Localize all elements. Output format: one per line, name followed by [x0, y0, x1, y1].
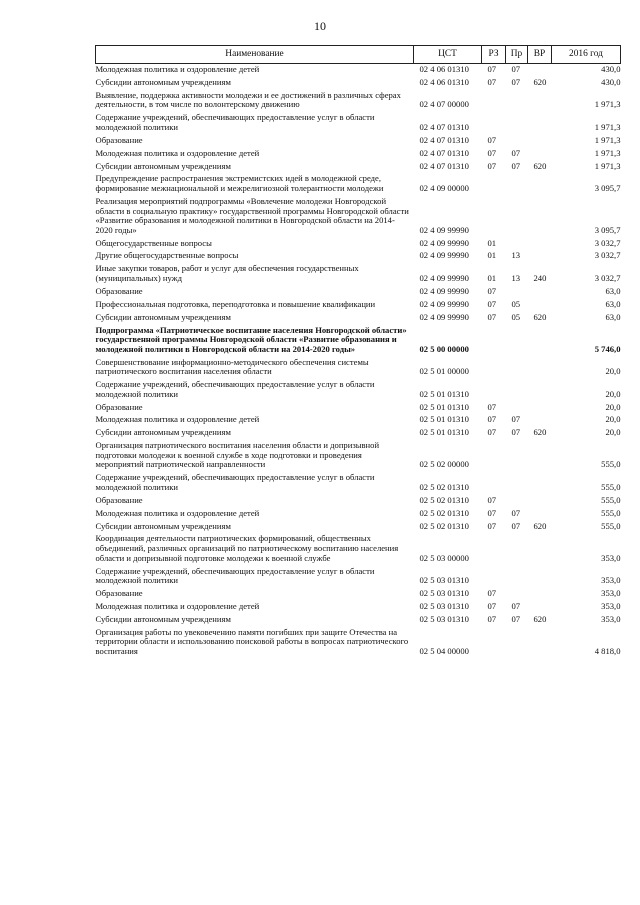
row-vr: [528, 112, 552, 134]
table-row: [96, 299, 621, 312]
table-row: [96, 440, 621, 472]
row-pr: [506, 472, 528, 494]
row-cst: 02 4 09 99990: [419, 237, 469, 248]
row-cst: 02 5 02 01310: [419, 494, 469, 505]
row-vr: [528, 148, 552, 161]
header-cst: ЦСТ: [414, 46, 482, 64]
row-cst: 02 5 03 01310: [419, 613, 469, 624]
row-vr: [528, 495, 552, 508]
row-rz: [482, 566, 506, 588]
row-rz: [482, 112, 506, 134]
row-pr: 07: [511, 76, 521, 87]
row-cst: 02 4 06 01310: [419, 76, 469, 87]
row-sum: 353,0: [601, 588, 621, 599]
row-sum: 63,0: [605, 285, 621, 296]
row-cst: 02 4 09 00000: [419, 183, 469, 194]
row-name: Молодежная политика и оздоровление детей: [95, 147, 260, 158]
row-rz: 07: [487, 285, 497, 296]
table-row: [96, 173, 621, 195]
row-name: Образование: [95, 494, 143, 505]
table-row: [96, 614, 621, 627]
table-header: [96, 46, 621, 64]
row-rz: [482, 173, 506, 195]
table-row: [96, 196, 621, 238]
row-sum: 63,0: [605, 298, 621, 309]
table-row: [96, 533, 621, 565]
row-rz: [482, 627, 506, 659]
row-pr: [506, 238, 528, 251]
row-rz: 07: [487, 414, 497, 425]
row-cst: 02 4 09 99990: [419, 285, 469, 296]
row-name: Субсидии автономным учреждениям: [95, 427, 231, 438]
row-cst: 02 5 03 00000: [419, 552, 469, 563]
header-pr: Пр: [506, 46, 528, 64]
header-vr: ВР: [528, 46, 552, 64]
row-cst: 02 4 09 99990: [419, 272, 469, 283]
row-vr: [528, 627, 552, 659]
row-pr: [506, 440, 528, 472]
row-vr: [528, 588, 552, 601]
row-cst: 02 4 09 99990: [419, 250, 469, 261]
row-cst: 02 5 02 01310: [419, 520, 469, 531]
table-row: [96, 427, 621, 440]
row-rz: 07: [487, 520, 497, 531]
row-vr: [528, 250, 552, 263]
row-pr: 05: [511, 311, 521, 322]
row-rz: [482, 196, 506, 238]
row-pr: 07: [511, 520, 521, 531]
row-rz: 07: [487, 147, 497, 158]
row-pr: [506, 196, 528, 238]
row-cst: 02 4 07 01310: [419, 147, 469, 158]
row-name: Содержание учреждений, обеспечивающих предоставление услуг в области молодежной политики: [95, 565, 375, 586]
row-sum: 555,0: [601, 459, 621, 470]
row-rz: 07: [487, 613, 497, 624]
row-sum: 555,0: [601, 494, 621, 505]
row-vr: [528, 601, 552, 614]
header-name: Наименование: [96, 46, 414, 64]
row-rz: 07: [487, 427, 497, 438]
row-sum: 4 818,0: [594, 645, 621, 656]
header-sum: 2016 год: [552, 46, 621, 64]
row-cst: 02 5 03 01310: [419, 600, 469, 611]
row-rz: [482, 90, 506, 112]
row-sum: 63,0: [605, 311, 621, 322]
row-vr: [528, 196, 552, 238]
header-rz: РЗ: [482, 46, 506, 64]
row-cst: 02 5 04 00000: [419, 645, 469, 656]
row-name: Образование: [95, 401, 143, 412]
row-vr: 620: [533, 613, 547, 624]
table-row: [96, 250, 621, 263]
row-pr: 13: [511, 250, 521, 261]
row-pr: [506, 402, 528, 415]
table-row: [96, 508, 621, 521]
row-name: Организация работы по увековечению памяти погибших при защите Отечества на территории области и использованию поисковой работы в вопросах патриотического воспитания: [95, 626, 409, 656]
row-sum: 3 032,7: [594, 250, 621, 261]
row-name: Совершенствование информационно-методического обеспечения системы патриотического воспитания населения области: [95, 356, 369, 377]
table-row: [96, 379, 621, 401]
row-sum: 353,0: [601, 575, 621, 586]
budget-table: [95, 45, 621, 659]
row-pr: [506, 135, 528, 148]
row-rz: 07: [487, 588, 497, 599]
row-name: Молодежная политика и оздоровление детей: [95, 414, 260, 425]
row-rz: [482, 357, 506, 379]
row-rz: 07: [487, 311, 497, 322]
row-sum: 430,0: [601, 76, 621, 87]
table-row: [96, 238, 621, 251]
row-pr: [506, 325, 528, 357]
row-sum: 430,0: [601, 64, 621, 74]
row-vr: [528, 325, 552, 357]
row-rz: 07: [487, 134, 497, 145]
row-cst: 02 5 00 00000: [419, 343, 469, 354]
row-sum: 353,0: [601, 613, 621, 624]
table-row: [96, 627, 621, 659]
row-pr: [506, 90, 528, 112]
row-vr: [528, 533, 552, 565]
row-vr: 620: [533, 520, 547, 531]
table-row: [96, 148, 621, 161]
row-pr: [506, 495, 528, 508]
table-row: [96, 325, 621, 357]
row-pr: 13: [511, 272, 521, 283]
row-pr: 07: [511, 427, 521, 438]
row-name: Субсидии автономным учреждениям: [95, 160, 231, 171]
row-cst: 02 4 09 99990: [419, 311, 469, 322]
row-name: Реализация мероприятий подпрограммы «Вовлечение молодежи Новгородской области в социальную практику» государственной программы Новгородской области «Развитие образования и молодежной политики в Новгородской области на 2014-2020 годы»: [95, 195, 409, 235]
row-vr: [528, 379, 552, 401]
row-vr: 240: [533, 272, 547, 283]
row-sum: 3 095,7: [594, 183, 621, 194]
row-pr: [506, 112, 528, 134]
row-cst: 02 4 07 01310: [419, 121, 469, 132]
table-row: [96, 77, 621, 90]
row-vr: 620: [533, 160, 547, 171]
row-name: Молодежная политика и оздоровление детей: [95, 507, 260, 518]
row-pr: 07: [511, 147, 521, 158]
row-vr: [528, 238, 552, 251]
row-vr: [528, 472, 552, 494]
row-cst: 02 5 01 01310: [419, 427, 469, 438]
row-sum: 1 971,3: [594, 121, 621, 132]
row-name: Молодежная политика и оздоровление детей: [95, 600, 260, 611]
row-cst: 02 5 01 01310: [419, 388, 469, 399]
table-row: [96, 286, 621, 299]
row-sum: 353,0: [601, 600, 621, 611]
row-vr: [528, 299, 552, 312]
row-cst: 02 5 02 01310: [419, 507, 469, 518]
row-sum: 3 032,7: [594, 237, 621, 248]
row-vr: [528, 64, 552, 77]
row-cst: 02 5 03 01310: [419, 588, 469, 599]
row-sum: 1 971,3: [594, 160, 621, 171]
row-pr: [506, 566, 528, 588]
row-vr: [528, 414, 552, 427]
table-row: [96, 161, 621, 174]
table-row: [96, 566, 621, 588]
row-rz: [482, 379, 506, 401]
row-name: Содержание учреждений, обеспечивающих предоставление услуг в области молодежной политики: [95, 379, 375, 399]
table-row: [96, 112, 621, 134]
row-sum: 20,0: [605, 427, 621, 438]
row-pr: 07: [511, 414, 521, 425]
row-vr: [528, 402, 552, 415]
row-vr: 620: [533, 76, 547, 87]
row-cst: 02 4 09 99990: [419, 298, 469, 309]
row-sum: 1 971,3: [594, 134, 621, 145]
row-rz: 07: [487, 401, 497, 412]
row-name: Другие общегосударственные вопросы: [95, 250, 239, 261]
table-row: [96, 521, 621, 534]
row-pr: [506, 627, 528, 659]
row-name: Выявление, поддержка активности молодежи и ее достижений в различных сферах деятельности, в том числе по волонтерскому движению: [95, 89, 401, 110]
table-row: [96, 601, 621, 614]
row-rz: 07: [487, 76, 497, 87]
row-pr: [506, 379, 528, 401]
row-pr: 07: [511, 600, 521, 611]
table-row: [96, 472, 621, 494]
row-sum: 3 032,7: [594, 272, 621, 283]
row-rz: 01: [487, 237, 497, 248]
row-pr: [506, 357, 528, 379]
row-rz: 01: [487, 250, 497, 261]
row-cst: 02 4 09 99990: [419, 224, 469, 235]
row-name: Субсидии автономным учреждениям: [95, 76, 231, 87]
row-pr: [506, 533, 528, 565]
row-name: Содержание учреждений, обеспечивающих предоставление услуг в области молодежной политики: [95, 472, 375, 492]
row-rz: 07: [487, 507, 497, 518]
row-rz: [482, 472, 506, 494]
row-name: Координация деятельности патриотических формирований, общественных объединений, различных организаций по патриотическому воспитанию населения области и допризывной подготовке молодежи к военной службе: [95, 533, 399, 563]
row-sum: 1 971,3: [594, 99, 621, 110]
table-row: [96, 495, 621, 508]
row-sum: 3 095,7: [594, 224, 621, 235]
row-rz: [482, 440, 506, 472]
row-sum: 353,0: [601, 552, 621, 563]
row-pr: 07: [511, 613, 521, 624]
table-row: [96, 312, 621, 325]
row-vr: [528, 286, 552, 299]
header-row: [96, 46, 621, 64]
row-cst: 02 4 07 00000: [419, 99, 469, 110]
row-name: Образование: [95, 285, 143, 296]
row-rz: [482, 325, 506, 357]
row-sum: 20,0: [605, 366, 621, 377]
row-sum: 20,0: [605, 401, 621, 412]
table-row: [96, 588, 621, 601]
row-sum: 1 971,3: [594, 147, 621, 158]
table-row: [96, 263, 621, 285]
row-cst: 02 5 03 01310: [419, 575, 469, 586]
row-pr: 07: [511, 507, 521, 518]
row-pr: 05: [511, 298, 521, 309]
row-name: Иные закупки товаров, работ и услуг для обеспечения государственных (муниципальных) нужд: [95, 263, 359, 283]
row-name: Субсидии автономным учреждениям: [95, 613, 231, 624]
table-row: [96, 357, 621, 379]
row-sum: 555,0: [601, 481, 621, 492]
row-pr: 07: [511, 160, 521, 171]
row-rz: 01: [487, 272, 497, 283]
table-body: [96, 64, 621, 659]
table-row: [96, 64, 621, 77]
row-rz: [482, 533, 506, 565]
row-name: Общегосударственные вопросы: [95, 237, 212, 248]
row-pr: [506, 286, 528, 299]
row-rz: 07: [487, 600, 497, 611]
row-name: Содержание учреждений, обеспечивающих предоставление услуг в области молодежной политики: [95, 112, 375, 132]
row-sum: 555,0: [601, 520, 621, 531]
row-vr: [528, 357, 552, 379]
row-pr: 07: [511, 64, 521, 74]
row-name: Профессиональная подготовка, переподготовка и повышение квалификации: [95, 298, 376, 309]
row-cst: 02 5 02 01310: [419, 481, 469, 492]
row-vr: [528, 90, 552, 112]
row-sum: 20,0: [605, 388, 621, 399]
row-cst: 02 4 07 01310: [419, 160, 469, 171]
row-cst: 02 4 07 01310: [419, 134, 469, 145]
row-name: Предупреждение распространения экстремистских идей в молодежной среде, формирование межнациональной и межрелигиозной толерантности молодежи: [95, 173, 384, 194]
row-sum: 555,0: [601, 507, 621, 518]
row-rz: 07: [487, 298, 497, 309]
row-sum: 20,0: [605, 414, 621, 425]
row-vr: 620: [533, 311, 547, 322]
row-cst: 02 5 01 01310: [419, 401, 469, 412]
row-vr: 620: [533, 427, 547, 438]
row-name: Молодежная политика и оздоровление детей: [95, 64, 260, 74]
row-name: Субсидии автономным учреждениям: [95, 520, 231, 531]
row-vr: [528, 440, 552, 472]
row-cst: 02 5 01 01310: [419, 414, 469, 425]
row-cst: 02 4 06 01310: [419, 64, 469, 74]
row-vr: [528, 508, 552, 521]
table-row: [96, 414, 621, 427]
row-vr: [528, 135, 552, 148]
row-name: Организация патриотического воспитания населения области и допризывной подготовки молодежи к военной службе в ходе подготовки и проведения мероприятий патриотической направленности: [95, 440, 380, 470]
row-rz: 07: [487, 160, 497, 171]
row-name: Подпрограмма «Патриотическое воспитание населения Новгородской области» государственной программы Новгородской области «Развитие образования и молодежной политики в Новгородской области на 2014-2020 годы»: [95, 324, 407, 354]
row-sum: 5 746,0: [594, 343, 621, 354]
table-row: [96, 402, 621, 415]
row-vr: [528, 566, 552, 588]
row-rz: 07: [487, 494, 497, 505]
row-pr: [506, 588, 528, 601]
row-name: Образование: [95, 134, 143, 145]
row-cst: 02 5 02 00000: [419, 459, 469, 470]
row-cst: 02 5 01 00000: [419, 366, 469, 377]
row-name: Субсидии автономным учреждениям: [95, 311, 231, 322]
row-name: Образование: [95, 588, 143, 599]
page-number: 10: [314, 19, 326, 33]
row-vr: [528, 173, 552, 195]
row-rz: 07: [487, 64, 497, 74]
row-pr: [506, 173, 528, 195]
table-row: [96, 135, 621, 148]
table-row: [96, 90, 621, 112]
